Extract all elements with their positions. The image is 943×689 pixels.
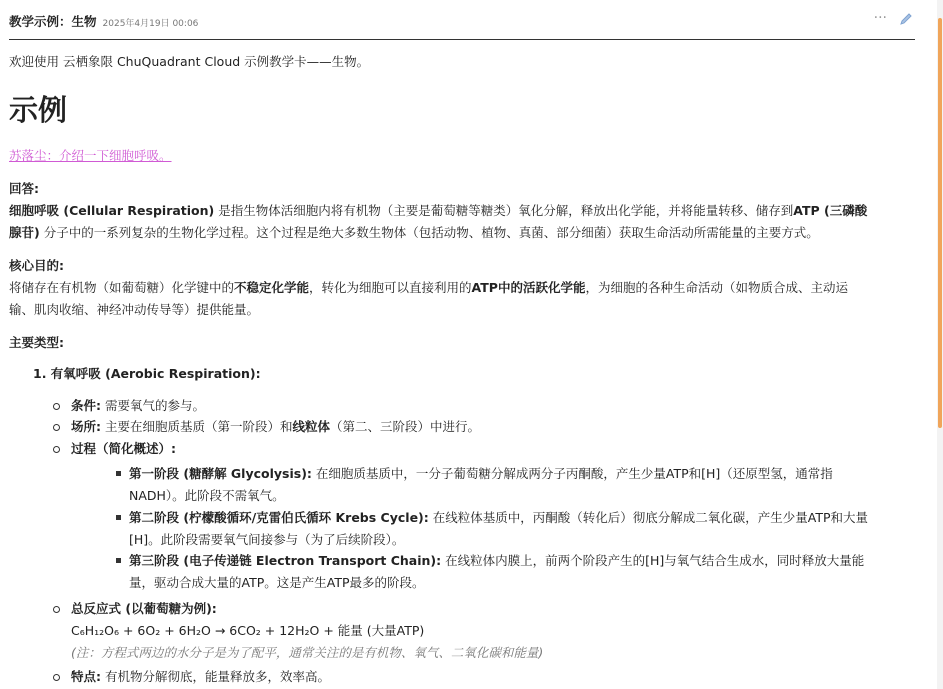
purpose-text-2: ，转化为细胞可以直接利用的 [309, 280, 472, 295]
equation-text: C₆H₁₂O₆ + 6O₂ + 6H₂O → 6CO₂ + 12H₂O + 能量 (大量ATP) [71, 623, 425, 638]
feature-text: 有机物分解彻底，能量释放多，效率高。 [101, 669, 330, 684]
term-cellular-respiration: 细胞呼吸 (Cellular Respiration) [9, 203, 215, 218]
purpose-text-1: 将储存在有机物（如葡萄糖）化学键中的 [9, 280, 235, 295]
feature-label: 特点: [71, 669, 101, 684]
document-content [9, 0, 915, 684]
scrollbar-thumb[interactable] [938, 18, 942, 428]
bullet-circle [53, 403, 60, 410]
site-label: 场所: [71, 419, 101, 434]
stage2-text-b: [H]。此阶段需要氧气间接参与（为了后续阶段）。 [129, 532, 405, 547]
purpose-label: 核心目的: [9, 258, 64, 273]
question-link[interactable]: 苏落尘：介绍一下细胞呼吸。 [9, 148, 172, 163]
purpose-paragraph [9, 277, 915, 321]
list-item-feature [71, 666, 911, 688]
answer-paragraph [9, 200, 915, 244]
answer-section [9, 178, 915, 244]
stage2-text-a: 在线粒体基质中，丙酮酸（转化后）彻底分解成二氧化碳，产生少量ATP和大量 [428, 510, 868, 525]
edit-pencil-icon[interactable] [899, 11, 913, 30]
bullet-square [116, 558, 121, 563]
scrollbar[interactable] [937, 0, 943, 689]
bullet-square [116, 515, 121, 520]
equation-label: 总反应式 (以葡萄糖为例): [71, 601, 217, 616]
purpose-section [9, 255, 915, 321]
answer-text-b: 分子中的一系列复杂的生物化学过程。这个过程是绝大多数生物体（包括动物、植物、真菌、部分细菌）获取生命活动所需能量的主要方式。 [39, 225, 819, 240]
process-label: 过程（简化概述）: [71, 441, 176, 456]
intro-text: 欢迎使用 云栖象限 ChuQuadrant Cloud 示例教学卡——生物。 [9, 54, 370, 69]
list-item-stage3 [129, 550, 914, 594]
site-text-c: （第二、三阶段）中进行。 [330, 419, 481, 434]
stage1-text-a: 在细胞质基质中，一分子葡萄糖分解成两分子丙酮酸，产生少量ATP和[H]（还原型氢，通常指 [311, 466, 833, 481]
stage3-text-b: 量，驱动合成大量的ATP。这是产生ATP最多的阶段。 [129, 575, 425, 590]
card-title: 教学示例：生物 [9, 14, 97, 29]
list-item-stage2 [129, 507, 914, 551]
site-mitochondria: 线粒体 [292, 419, 330, 434]
types-label: 主要类型: [9, 335, 64, 350]
answer-text-a: 是指生物体活细胞内将有机物（主要是葡萄糖等糖类）氧化分解，释放出化学能，并将能量转移、储存到 [214, 203, 794, 218]
list-item-stage1 [129, 463, 914, 507]
purpose-text-3: ，为细胞的各种生命活动（如物质合成、主动运 [585, 280, 848, 295]
term-atp: ATP (三磷酸 [793, 203, 868, 218]
timestamp: 2025年4月19日 00:06 [102, 19, 199, 29]
card-title-row [9, 12, 198, 30]
purpose-bold-2: ATP中的活跃化学能 [471, 280, 586, 295]
page-heading: 示例 [9, 93, 68, 127]
answer-label: 回答: [9, 181, 39, 196]
condition-label: 条件: [71, 398, 101, 413]
stage3-label: 第三阶段 (电子传递链 Electron Transport Chain): [129, 553, 442, 568]
bullet-circle [53, 674, 60, 681]
more-options-icon[interactable]: ··· [873, 10, 887, 26]
site-text-a: 主要在细胞质基质（第一阶段）和 [101, 419, 293, 434]
purpose-bold-1: 不稳定化学能 [234, 280, 310, 295]
list-item-condition [71, 395, 911, 417]
condition-text: 需要氧气的参与。 [101, 398, 205, 413]
stage1-label: 第一阶段 (糖酵解 Glycolysis): [129, 466, 312, 481]
bullet-circle [53, 446, 60, 453]
bullet-square [116, 471, 121, 476]
list-item-process [71, 438, 911, 460]
stage1-text-b: NADH）。此阶段不需氧气。 [129, 488, 285, 503]
list-item-site [71, 416, 911, 438]
bullet-circle [53, 424, 60, 431]
bullet-circle [53, 606, 60, 613]
card-header [9, 0, 915, 40]
stage3-text-a: 在线粒体内膜上，前两个阶段产生的[H]与氧气结合生成水，同时释放大量能 [441, 553, 865, 568]
stage2-label: 第二阶段 (柠檬酸循环/克雷伯氏循环 Krebs Cycle): [129, 510, 429, 525]
list-item-aerobic: 1. 有氧呼吸 (Aerobic Respiration): [33, 366, 261, 381]
term-adenosine: 腺苷) [9, 225, 40, 240]
equation-note: (注：方程式两边的水分子是为了配平，通常关注的是有机物、氧气、二氧化碳和能量) [71, 645, 544, 660]
purpose-text-line2: 输、肌肉收缩、神经冲动传导等）提供能量。 [9, 302, 260, 317]
list-item-equation [71, 598, 911, 664]
